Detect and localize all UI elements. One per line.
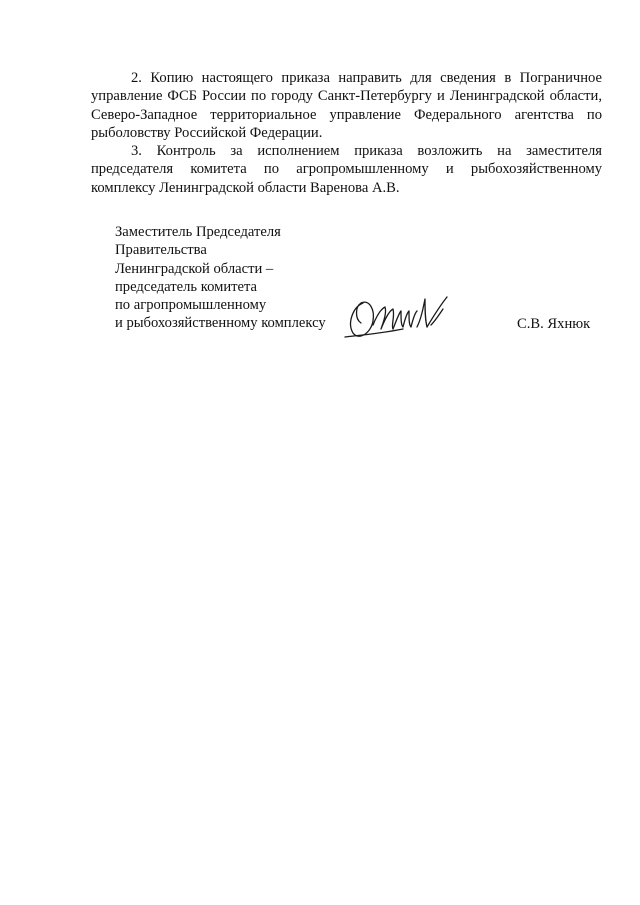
signatory-title-line: по агропромышленному (115, 297, 267, 314)
paragraph-3: 3. Контроль за исполнением приказа возложить на заместителя председателя комитета по агропромышленному и рыбохозяйственному комплексу Ленинградской области Варенова А.В. (91, 143, 602, 196)
signatory-title (115, 223, 326, 333)
signatory-name: С.В. Яхнюк (517, 315, 591, 332)
document-body (91, 69, 602, 197)
signatory-title-line: председатель комитета (115, 278, 258, 295)
signatory-title-line: Заместитель Председателя (115, 224, 281, 240)
signatory-title-line: Правительства (115, 242, 207, 259)
signatory-title-line: Ленинградской области – (115, 260, 274, 277)
handwritten-signature (343, 289, 453, 341)
paragraph-2: 2. Копию настоящего приказа направить для сведения в Пограничное управление ФСБ России по городу Санкт-Петербургу и Ленинградской области, Северо-Западное территориальное управление Федерального агентства по рыболовству Российской Федерации. (91, 70, 602, 141)
signatory-title-line: и рыбохозяйственному комплексу (115, 315, 326, 332)
signature-block (91, 223, 611, 343)
